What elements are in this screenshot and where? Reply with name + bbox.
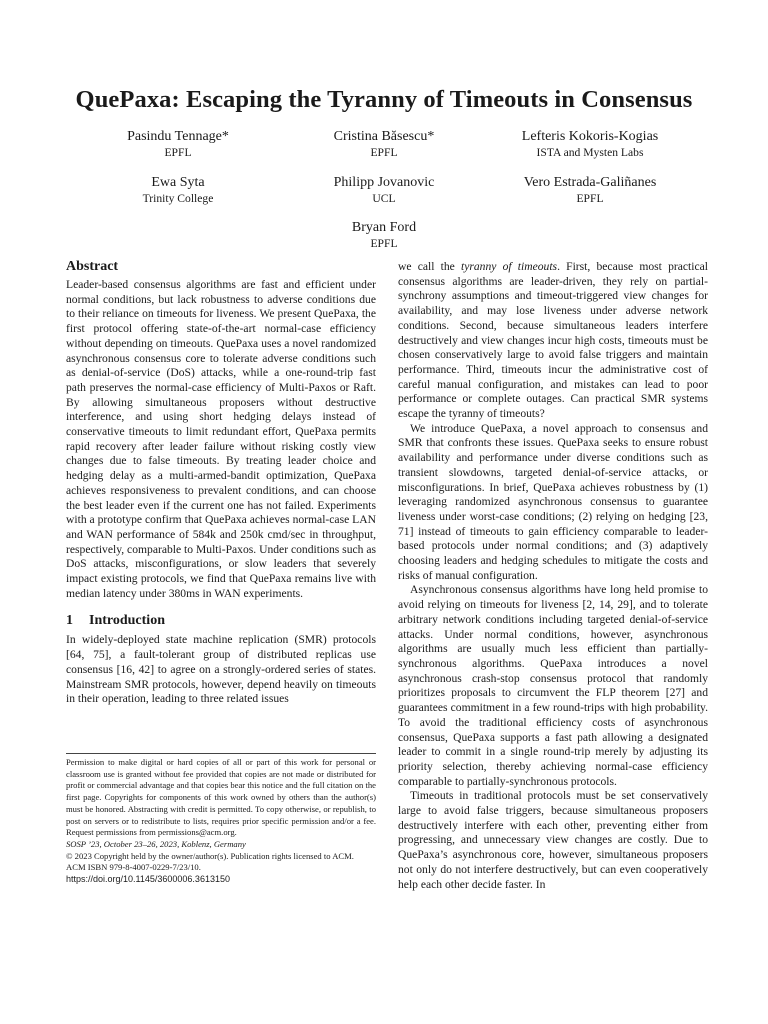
author-affiliation: ISTA and Mysten Labs [536,146,644,159]
doi-link[interactable]: https://doi.org/10.1145/3600006.3613150 [66,874,230,885]
author-name: Pasindu Tennage* [127,129,229,144]
author-name: Lefteris Kokoris-Kogias [521,129,659,144]
intro-paragraph-continued: we call the tyranny of timeouts. First, because most practical consensus algorithms are leader-driven, they rely on partial-synchrony assumptions and timeout-triggered view changes for availability, and may lose liveness under adverse network conditions. Second, because simultaneous leaders interfere destructively and view changes incur high costs, timeouts must be chosen conservatively large to avoid false triggers and maintain performance. Third, timeouts incur the administrative cost of careful manual configuration, and mistakes can lead to poor performance or complete outages. Can practical SMR systems escape the tyranny of timeouts? [398,260,708,421]
intro-paragraph: Asynchronous consensus algorithms have long held promise to avoid relying on timeouts for liveness [2, 14, 29], and to tolerate arbitrary network conditions including targeted denial-of-service attacks. Under normal conditions, however, asynchronous algorithms are usually much less efficient than partially-synchronous algorithms. QuePaxa introduces a novel asynchronous crash-stop consensus protocol that randomly prioritizes proposals to circumvent the FLP theorem [27] and guarantees commitment in a few round-trips with high probability. To avoid the traditional efficiency costs of asynchronous consensus, QuePaxa supports a fast path allowing a designated leader to commit in a single round-trip merely by adjusting its priority selection, thereby achieving normal-case efficiency comparable to partially-synchronous protocols. [398,583,708,788]
author-block [58,128,298,160]
emphasis-term: tyranny of timeouts [460,260,558,273]
right-column [398,260,708,892]
author-block [470,174,710,206]
author-affiliation: EPFL [370,146,398,159]
author-name: Philipp Jovanovic [333,175,435,190]
author-block [264,128,504,160]
author-affiliation: EPFL [164,146,192,159]
author-block [58,174,298,206]
abstract-text: Leader-based consensus algorithms are fast and efficient under normal conditions, but lack robustness to adverse conditions due to their reliance on timeouts for liveness. We present QuePaxa, the first protocol offering state-of-the-art normal-case efficiency without depending on timeouts. QuePaxa uses a novel randomized asynchronous consensus core to tolerate adverse conditions such as denial-of-service (DoS) attacks, while a one-round-trip fast path preserves the normal-case efficiency of Multi-Paxos or Raft. By allowing simultaneous proposers without destructive interference, and using short hedging delays instead of conservative timeouts to limit redundant effort, QuePaxa permits rapid recovery after leader failure without risking costly view changes due to false timeouts. By treating leader choice and hedging delay as a multi-armed-bandit optimization, QuePaxa achieves responsiveness to prevalent conditions, and can choose the best leader even if the current one has not failed. Experiments with a prototype confirm that QuePaxa achieves normal-case LAN and WAN performance of 584k and 250k cmd/sec in throughput, respectively, comparable to Multi-Paxos. Under conditions such as DoS attacks, misconfigurations, or slow leaders that severely impact existing protocols, we find that QuePaxa remains live with median latency under 380ms in WAN experiments. [66,278,376,600]
author-name: Vero Estrada-Galiñanes [523,175,657,190]
author-affiliation: Trinity College [142,192,214,205]
permission-text: Permission to make digital or hard copies of all or part of this work for personal or classroom use is granted without fee provided that copies are not made or distributed for profit or commercial advantage and that copies bear this notice and the full citation on the first page. Copyrights for components of this work owned by others than the author(s) must be honored. Abstracting with credit is permitted. To copy otherwise, or republish, to post on servers or to redistribute to lists, requires prior specific permission and/or a fee. Request permissions from permissions@acm.org. [66,757,376,838]
author-affiliation: EPFL [370,237,398,250]
section-heading-introduction [66,611,376,632]
author-affiliation: UCL [372,192,396,205]
intro-paragraph: Timeouts in traditional protocols must be set conservatively large to avoid false triggers, because simultaneous proposers destructively interfere with each other, preventing either from progressing, and unnecessary view changes are costly. Due to QuePaxa’s asynchronous core, however, simultaneous proposers not only do not interfere destructively, but can even cooperatively help each other decide faster. In [398,789,708,891]
section-number: 1 [66,613,73,629]
author-block [264,174,504,206]
abstract-heading: Abstract [66,259,119,274]
author-name: Cristina Băsescu* [333,129,435,144]
author-name: Bryan Ford [351,220,417,235]
author-name: Ewa Syta [151,175,205,190]
author-affiliation: EPFL [576,192,604,205]
author-block [264,219,504,251]
section-title: Introduction [89,613,165,629]
copyright-notice: © 2023 Copyright held by the owner/author(s). Publication rights licensed to ACM. [66,850,354,861]
permission-notice [66,753,376,886]
intro-paragraph: In widely-deployed state machine replication (SMR) protocols [64, 75], a fault-tolerant group of distributed replicas use consensus [16, 42] to agree on a strongly-ordered series of states. Mainstream SMR protocols, however, depend heavily on timeouts in their operation, leading to three related issues [66,633,376,706]
conference-info: SOSP ’23, October 23–26, 2023, Koblenz, Germany [66,838,246,849]
left-column [66,258,376,707]
paper-title: QuePaxa: Escaping the Tyranny of Timeouts in Consensus [75,86,693,113]
isbn: ACM ISBN 979-8-4007-0229-7/23/10. [66,862,201,873]
author-block [470,128,710,160]
intro-paragraph: We introduce QuePaxa, a novel approach to consensus and SMR that confronts these issues. QuePaxa seeks to ensure robust availability and performance under diverse conditions such as transient slowdowns, targeted denial-of-service attacks, or misconfigurations. In brief, QuePaxa achieves robustness by (1) leveraging randomized asynchronous consensus to guarantee liveness under worst-case conditions; (2) relying on hedging [23, 71] instead of timeouts to gain efficiency comparable to leader-based protocols under normal conditions; and (3) adaptively choosing leaders and hedging schedules to mitigate the costs and risks of manual configuration. [398,421,708,582]
